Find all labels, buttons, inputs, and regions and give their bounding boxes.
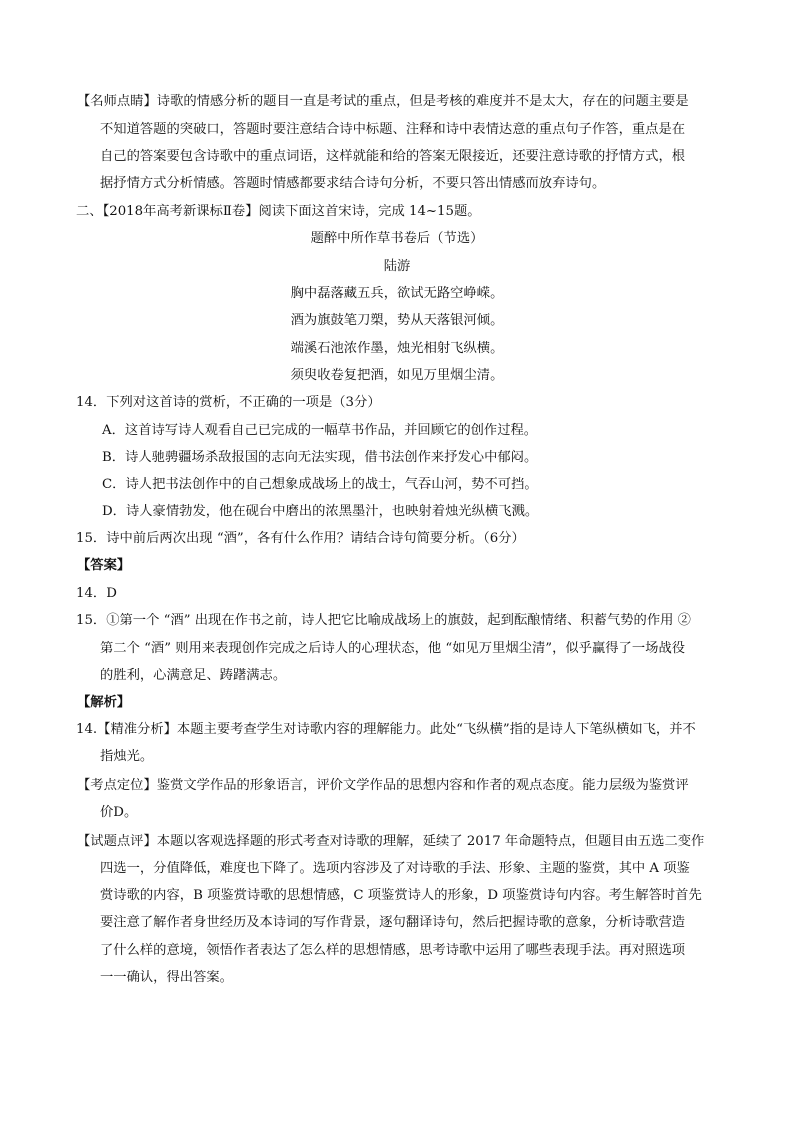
answer-14: 14．D <box>76 586 117 601</box>
q14-option-a: A．这首诗写诗人观看自己已完成的一幅草书作品，并回顾它的创作过程。 <box>102 423 538 438</box>
poem-line-2: 酒为旗鼓笔刀槊，势从天落银河倾。 <box>290 313 504 328</box>
analysis-p2-line-1: 【考点定位】鉴赏文学作品的形象语言，评价文学作品的思想内容和作者的观点态度。能力层级为鉴赏评 <box>77 778 689 793</box>
analysis-p3-line-2: 四选一，分值降低，难度也下降了。选项内容涉及了对诗歌的手法、形象、主题的鉴赏，其中 A 项鉴 <box>100 861 690 876</box>
analysis-p1-line-1: 14.【精准分析】本题主要考查学生对诗歌内容的理解能力。此处“飞纵横”指的是诗人下笔纵横如飞，并不 <box>76 722 696 737</box>
analysis-label: 【解析】 <box>77 695 131 710</box>
poem-title: 题醉中所作草书卷后（节选） <box>310 231 484 246</box>
analysis-p3-line-1: 【试题点评】本题以客观选择题的形式考查对诗歌的理解，延续了 2017 年命题特点，但题目由五选二变作 <box>77 834 705 849</box>
poem-line-1: 胸中磊落藏五兵，欲试无路空峥嵘。 <box>290 286 504 301</box>
analysis-p2-line-2: 价D。 <box>100 805 138 820</box>
q14-option-b: B．诗人驰骋疆场杀敌报国的志向无法实现，借书法创作来抒发心中郁闷。 <box>102 450 538 465</box>
analysis-p3-line-4: 要注意了解作者身世经历及本诗词的写作背景，逐句翻译诗句，然后把握诗歌的意象，分析诗歌营造 <box>100 915 686 930</box>
section-heading: 二、【2018年高考新课标Ⅱ卷】阅读下面这首宋诗，完成 14~15题。 <box>76 204 481 219</box>
answer-15-line-1: 15．①第一个 “酒” 出现在作书之前，诗人把它比喻成战场上的旗鼓，起到酝酿情绪、积蓄气势的作用 ② <box>76 613 691 628</box>
answer-15-line-2: 第二个 “酒” 则用来表现创作完成之后诗人的心理状态，他 “如见万里烟尘清”，似乎赢得了一场战役 <box>100 641 686 656</box>
poem-line-4: 须臾收卷复把酒，如见万里烟尘清。 <box>290 368 504 383</box>
mingshi-line-2: 不知道答题的突破口，答题时要注意结合诗中标题、注释和诗中表情达意的重点句子作答，重点是在 <box>100 122 686 137</box>
analysis-p1-line-2: 指烛光。 <box>100 749 154 764</box>
analysis-p3-line-6: 一一确认，得出答案。 <box>100 970 233 985</box>
q15-stem: 15．诗中前后两次出现 “酒”，各有什么作用？请结合诗句简要分析。（6分） <box>76 531 525 546</box>
mingshi-line-1: 【名师点睛】诗歌的情感分析的题目一直是考试的重点，但是考核的难度并不是太大，存在的问题主要是 <box>77 94 689 109</box>
mingshi-line-4: 据抒情方式分析情感。答题时情感都要求结合诗句分析，不要只答出情感而放弃诗句。 <box>100 176 606 191</box>
q14-option-d: D．诗人豪情勃发，他在砚台中磨出的浓黑墨汁，也映射着烛光纵横飞溅。 <box>102 504 539 519</box>
analysis-p3-line-3: 赏诗歌的内容，B 项鉴赏诗歌的思想情感，C 项鉴赏诗人的形象，D 项鉴赏诗句内容。考生解答时首先 <box>100 888 702 903</box>
poem-author: 陆游 <box>383 259 411 274</box>
answer-label: 【答案】 <box>77 558 131 573</box>
poem-line-3: 端溪石池浓作墨，烛光相射飞纵横。 <box>290 341 504 356</box>
analysis-p3-line-5: 了什么样的意境，领悟作者表达了怎么样的思想情感，思考诗歌中运用了哪些表现手法。再对照选项 <box>100 943 686 958</box>
mingshi-line-3: 自己的答案要包含诗歌中的重点词语，这样就能和给的答案无限接近，还要注意诗歌的抒情方式，根 <box>100 149 686 164</box>
q14-stem: 14．下列对这首诗的赏析，不正确的一项是（3分） <box>76 395 381 410</box>
q14-option-c: C．诗人把书法创作中的自己想象成战场上的战士，气吞山河，势不可挡。 <box>102 477 538 492</box>
answer-15-line-3: 的胜利，心满意足、踌躇满志。 <box>100 668 287 683</box>
